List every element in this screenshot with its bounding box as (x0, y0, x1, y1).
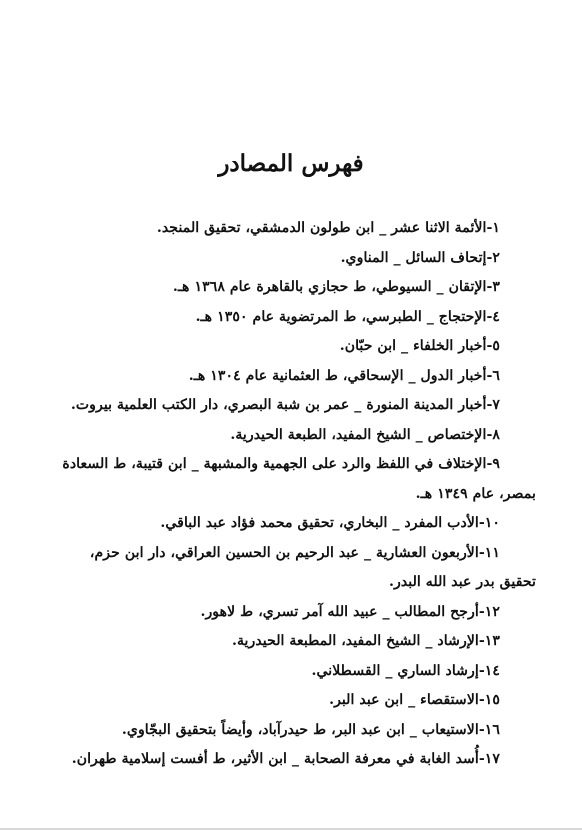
source-entry: ٨-الإختصاص _ الشيخ المفيد، الطبعة الحيدرية. (230, 426, 500, 443)
source-entry: ١-الأئمة الاثنا عشر _ ابن طولون الدمشقي، تحقيق المنجد. (156, 220, 500, 236)
entry-number: ٢ (492, 249, 500, 266)
entry-text: الاستيعاب _ ابن عبد البر، ط حيدرآباد، وأيضاً بتحقيق البجّاوي. (121, 721, 479, 738)
entry-text: الأئمة الاثنا عشر _ ابن طولون الدمشقي، تحقيق المنجد. (156, 220, 487, 236)
entry-text: أرجح المطالب _ عبيد الله آمر تسري، ط لاهور. (200, 603, 479, 620)
entry-text: الإحتجاج _ الطبرسي، ط المرتضوية عام ١٣٥٠ هـ. (195, 308, 487, 325)
sources-list (25, 214, 536, 775)
entry-text: إرشاد الساري _ القسطلاني. (311, 662, 479, 679)
source-entry: ٥-أخبار الخلفاء _ ابن حبّان. (339, 338, 500, 354)
entry-number: ١١ (484, 544, 500, 561)
entry-number: ٧ (492, 397, 500, 413)
entry-text-continuation: تحقيق بدر عبد الله البدر. (389, 574, 536, 590)
source-entry: ١٦-الاستيعاب _ ابن عبد البر، ط حيدرآباد، وأيضاً بتحقيق البجّاوي. (121, 721, 500, 738)
page-title: فهرس المصادر (218, 150, 364, 177)
entry-text: الأربعون العشارية _ عبد الرحيم بن الحسين العراقي، دار ابن حزم، (89, 544, 479, 561)
source-entry: ٩-الإختلاف في اللفظ والرد على الجهمية والمشبهة _ ابن قتيبة، ط السعادة بمصر، عام ١٣٤٩ هـ. (25, 450, 500, 509)
entry-text: الإختصاص _ الشيخ المفيد، الطبعة الحيدرية. (230, 426, 487, 443)
entry-number: ٨ (492, 426, 500, 443)
entry-text: إتحاف السائل _ المناوي. (340, 249, 487, 266)
source-entry: ١٧-أُسد الغابة في معرفة الصحابة _ ابن الأثير، ط أفست إسلامية طهران. (71, 751, 500, 767)
entry-number: ١٢ (484, 603, 500, 620)
source-entry: ١١-الأربعون العشارية _ عبد الرحيم بن الحسين العراقي، دار ابن حزم، تحقيق بدر عبد الله البدر. (25, 539, 500, 598)
entry-text: الإختلاف في اللفظ والرد على الجهمية والمشبهة _ ابن قتيبة، ط السعادة (62, 456, 487, 472)
source-entry: ١٣-الإرشاد _ الشيخ المفيد، المطبعة الحيدرية. (232, 633, 500, 649)
entry-text: الاستقصاء _ ابن عبد البر. (329, 692, 479, 708)
source-entry: ٤-الإحتجاج _ الطبرسي، ط المرتضوية عام ١٣٥٠ هـ. (195, 308, 500, 325)
source-entry: ٢-إتحاف السائل _ المناوي. (340, 249, 500, 266)
source-entry: ٦-أخبار الدول _ الإسحاقي، ط العثمانية عام ١٣٠٤ هـ. (188, 367, 500, 384)
entry-text: أُسد الغابة في معرفة الصحابة _ ابن الأثير، ط أفست إسلامية طهران. (71, 751, 479, 767)
entry-text: أخبار الخلفاء _ ابن حبّان. (339, 338, 487, 354)
entry-number: ١ (492, 220, 500, 236)
entry-text: الأدب المفرد _ البخاري، تحقيق محمد فؤاد عبد الباقي. (160, 515, 479, 531)
entry-number: ١٤ (484, 662, 500, 679)
entry-number: ١٠ (484, 515, 500, 531)
entry-number: ١٦ (484, 721, 500, 738)
source-entry: ٧-أخبار المدينة المنورة _ عمر بن شبة البصري، دار الكتب العلمية بيروت. (70, 397, 500, 413)
entry-number: ١٧ (484, 751, 500, 767)
entry-text-continuation: بمصر، عام ١٣٤٩ هـ. (415, 485, 536, 502)
entry-number: ١٥ (484, 692, 500, 708)
entry-number: ٤ (492, 308, 500, 325)
entry-text: أخبار المدينة المنورة _ عمر بن شبة البصري، دار الكتب العلمية بيروت. (70, 397, 487, 413)
source-entry: ١٠-الأدب المفرد _ البخاري، تحقيق محمد فؤاد عبد الباقي. (160, 515, 500, 531)
entry-number: ١٣ (484, 633, 500, 649)
entry-text: الإرشاد _ الشيخ المفيد، المطبعة الحيدرية. (232, 633, 479, 649)
entry-number: ٩ (492, 456, 500, 472)
entry-number: ٥ (492, 338, 500, 354)
source-entry: ٣-الإتقان _ السيوطي، ط حجازي بالقاهرة عام ١٣٦٨ هـ. (172, 279, 500, 295)
entry-number: ٣ (492, 279, 500, 295)
source-entry: ١٢-أرجح المطالب _ عبيد الله آمر تسري، ط لاهور. (200, 603, 500, 620)
source-entry: ١٥-الاستقصاء _ ابن عبد البر. (329, 692, 500, 708)
entry-number: ٦ (492, 367, 500, 384)
entry-text: أخبار الدول _ الإسحاقي، ط العثمانية عام ١٣٠٤ هـ. (188, 367, 487, 384)
source-entry: ١٤-إرشاد الساري _ القسطلاني. (311, 662, 500, 679)
entry-text: الإتقان _ السيوطي، ط حجازي بالقاهرة عام ١٣٦٨ هـ. (172, 279, 487, 295)
